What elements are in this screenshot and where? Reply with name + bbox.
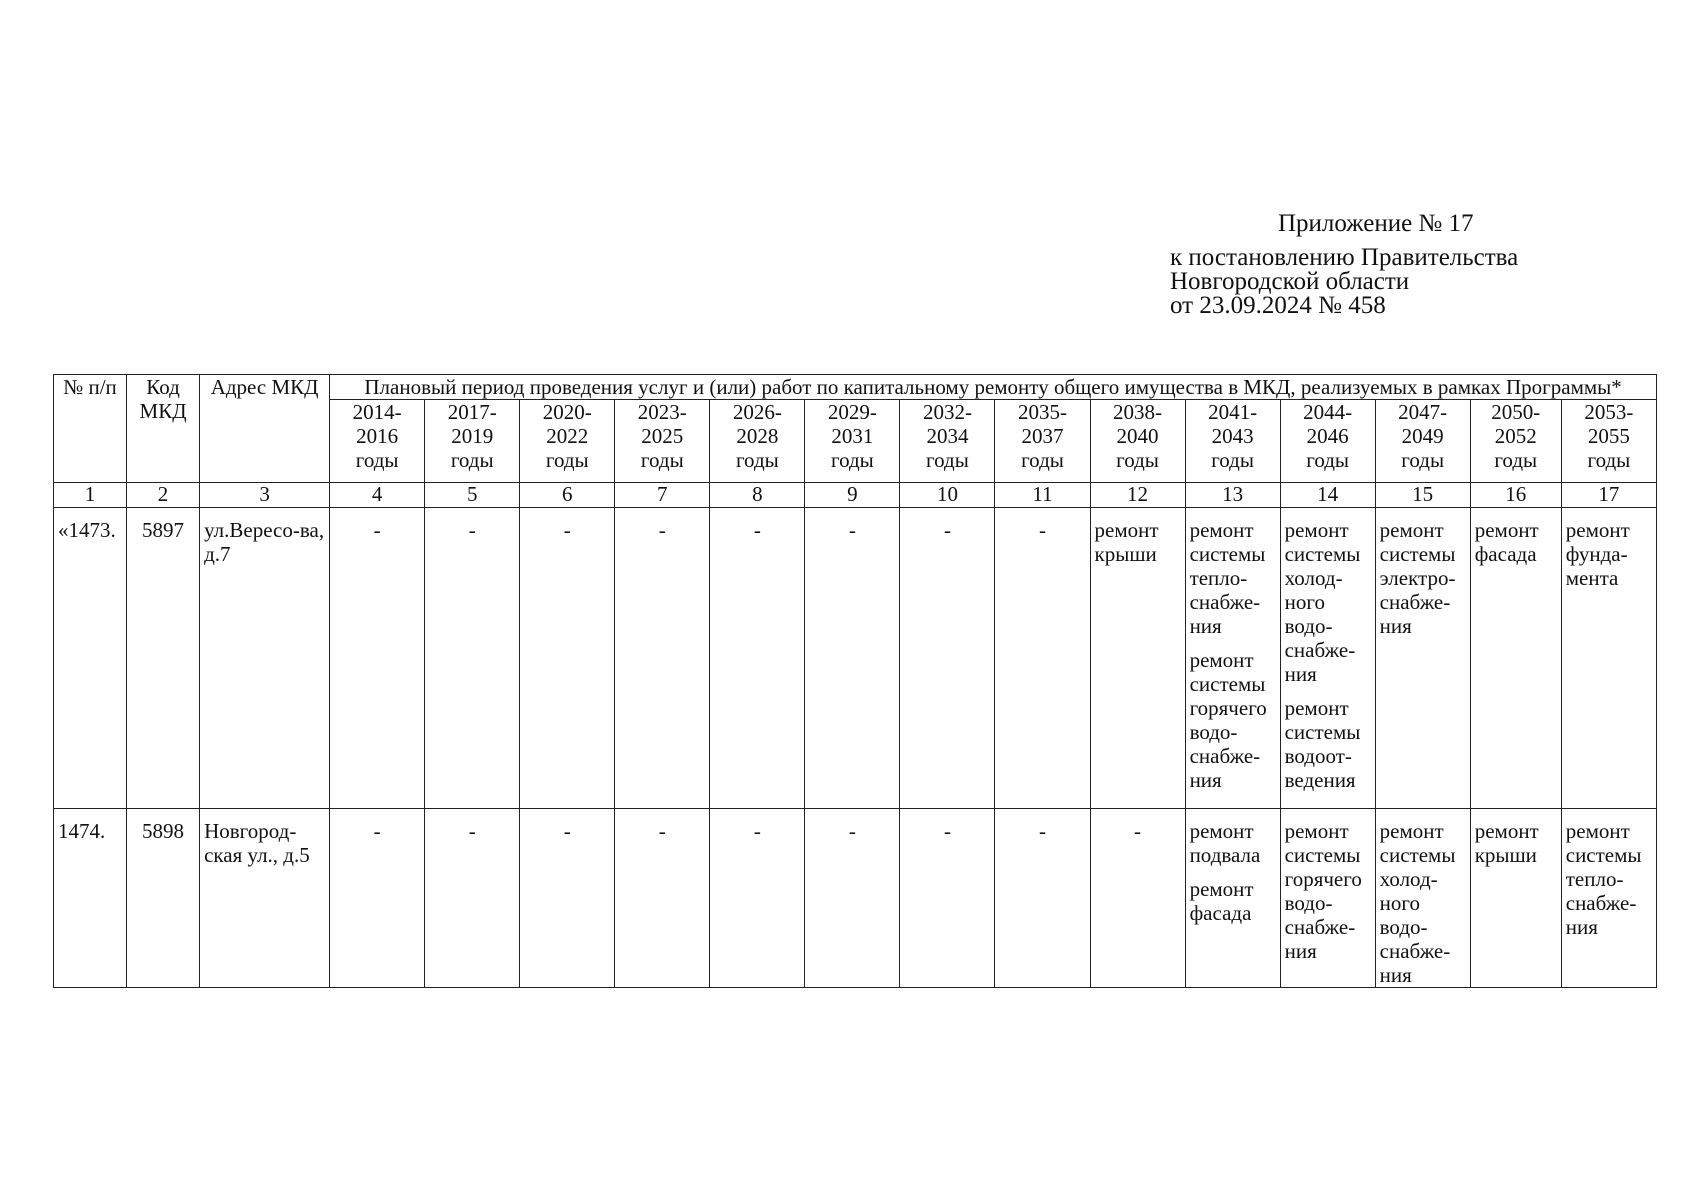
header-row-top <box>54 375 1657 400</box>
work-item: ремонт системы тепло-снабже-ния <box>1565 819 1642 939</box>
col-header-address: Адрес МКД <box>200 375 330 483</box>
period-works-cell <box>1280 508 1375 809</box>
period-unit: годы <box>926 448 969 472</box>
table-row <box>54 809 1657 988</box>
period-works-cell <box>1090 508 1185 809</box>
period-header <box>1375 400 1470 483</box>
column-number: 2 <box>127 483 200 508</box>
period-years: 2029-2031 <box>827 400 877 448</box>
work-item: ремонт системы холод-ного водо-снабже-ния <box>1284 518 1361 686</box>
no-work-dash: - <box>658 819 666 843</box>
period-works-cell <box>520 508 615 809</box>
column-number: 6 <box>520 483 615 508</box>
period-works-cell <box>615 508 710 809</box>
period-works-cell <box>330 508 425 809</box>
building-address: ул.Вересо-ва, д.7 <box>200 508 330 809</box>
period-years: 2017-2019 <box>447 400 497 448</box>
period-unit: годы <box>1306 448 1350 472</box>
column-number: 10 <box>900 483 995 508</box>
work-item: ремонт фасада <box>1474 518 1539 566</box>
period-works-cell <box>1375 809 1470 988</box>
period-header <box>330 400 425 483</box>
period-unit: годы <box>355 448 399 472</box>
period-header <box>425 400 520 483</box>
period-unit: годы <box>450 448 494 472</box>
no-work-dash: - <box>468 819 476 843</box>
building-address: Новгород-ская ул., д.5 <box>200 809 330 988</box>
no-work-dash: - <box>1038 819 1046 843</box>
period-works-cell <box>995 508 1090 809</box>
period-unit: годы <box>831 448 874 472</box>
work-item: ремонт фасада <box>1189 877 1254 925</box>
work-item: ремонт системы холод-ного водо-снабже-ния <box>1379 819 1456 987</box>
period-unit: годы <box>545 448 589 472</box>
period-unit: годы <box>1211 448 1254 472</box>
header-line-region: Новгородской области <box>1170 268 1410 295</box>
column-number-row <box>54 483 1657 508</box>
period-unit: годы <box>1494 448 1538 472</box>
no-work-dash: - <box>563 518 571 542</box>
period-header <box>1561 400 1656 483</box>
no-work-dash: - <box>1134 819 1142 843</box>
header-line-resolution: к постановлению Правительства <box>1170 244 1519 271</box>
row-number: 1474. <box>54 809 127 988</box>
period-years: 2035-2037 <box>1017 400 1067 448</box>
no-work-dash: - <box>943 518 951 542</box>
work-item: ремонт системы тепло-снабже-ния <box>1189 518 1266 638</box>
period-years: 2044-2046 <box>1303 400 1353 448</box>
period-header <box>1280 400 1375 483</box>
work-item: ремонт системы горячего водо-снабже-ния <box>1284 819 1362 963</box>
period-works-cell <box>1375 508 1470 809</box>
work-item: ремонт крыши <box>1474 819 1539 867</box>
col-header-code: Код МКД <box>127 375 200 483</box>
column-number: 5 <box>425 483 520 508</box>
period-works-cell <box>425 809 520 988</box>
document-header <box>1170 211 1518 318</box>
period-years: 2032-2034 <box>922 400 972 448</box>
no-work-dash: - <box>848 518 856 542</box>
period-works-cell <box>1280 809 1375 988</box>
no-work-dash: - <box>943 819 951 843</box>
period-unit: годы <box>1116 448 1159 472</box>
work-item: ремонт системы водоот-ведения <box>1284 696 1361 792</box>
period-works-cell <box>995 809 1090 988</box>
no-work-dash: - <box>373 819 381 843</box>
no-work-dash: - <box>563 819 571 843</box>
period-works-cell <box>710 508 805 809</box>
period-works-cell <box>1561 809 1656 988</box>
col-header-number: № п/п <box>54 375 127 483</box>
period-years: 2041-2043 <box>1208 400 1258 448</box>
appendix-title: Приложение № 17 <box>1278 210 1474 237</box>
work-item: ремонт системы горячего водо-снабже-ния <box>1189 648 1267 792</box>
period-works-cell <box>425 508 520 809</box>
period-works-cell <box>900 508 995 809</box>
period-header <box>615 400 710 483</box>
period-unit: годы <box>735 448 779 472</box>
capital-repair-table <box>53 374 1657 988</box>
period-works-cell <box>615 809 710 988</box>
column-number: 8 <box>710 483 805 508</box>
period-header <box>900 400 995 483</box>
period-years: 2050-2052 <box>1491 400 1541 448</box>
row-number: «1473. <box>54 508 127 809</box>
period-works-cell <box>330 809 425 988</box>
period-works-cell <box>1561 508 1656 809</box>
no-work-dash: - <box>753 819 761 843</box>
column-number: 16 <box>1470 483 1561 508</box>
column-number: 3 <box>200 483 330 508</box>
period-header <box>995 400 1090 483</box>
period-header <box>1470 400 1561 483</box>
period-years: 2047-2049 <box>1398 400 1448 448</box>
period-works-cell <box>805 508 900 809</box>
period-header <box>1185 400 1280 483</box>
no-work-dash: - <box>753 518 761 542</box>
no-work-dash: - <box>373 518 381 542</box>
period-works-cell <box>805 809 900 988</box>
no-work-dash: - <box>658 518 666 542</box>
period-years: 2053-2055 <box>1584 400 1634 448</box>
column-number: 12 <box>1090 483 1185 508</box>
work-item: ремонт подвала <box>1189 819 1261 867</box>
period-works-cell <box>520 809 615 988</box>
table-row <box>54 508 1657 809</box>
no-work-dash: - <box>468 518 476 542</box>
work-item: ремонт фунда-мента <box>1565 518 1630 590</box>
column-number: 1 <box>54 483 127 508</box>
work-item: ремонт системы электро-снабже-ния <box>1379 518 1456 638</box>
period-works-cell <box>1090 809 1185 988</box>
header-line-date: от 23.09.2024 № 458 <box>1170 292 1386 319</box>
period-unit: годы <box>1021 448 1064 472</box>
no-work-dash: - <box>848 819 856 843</box>
period-unit: годы <box>640 448 684 472</box>
period-works-cell <box>900 809 995 988</box>
period-works-cell <box>710 809 805 988</box>
period-works-cell <box>1185 809 1280 988</box>
work-item: ремонт крыши <box>1094 518 1159 566</box>
period-years: 2026-2028 <box>732 400 782 448</box>
column-number: 4 <box>330 483 425 508</box>
column-number: 9 <box>805 483 900 508</box>
period-works-cell <box>1470 809 1561 988</box>
period-header <box>805 400 900 483</box>
column-number: 11 <box>995 483 1090 508</box>
period-title: Плановый период проведения услуг и (или) работ по капитальному ремонту общего имущества в МКД, реализуемых в рамках Программы* <box>330 375 1657 400</box>
period-years: 2038-2040 <box>1113 400 1163 448</box>
column-number: 17 <box>1561 483 1656 508</box>
period-works-cell <box>1185 508 1280 809</box>
column-number: 13 <box>1185 483 1280 508</box>
period-header <box>520 400 615 483</box>
column-number: 14 <box>1280 483 1375 508</box>
period-years: 2014-2016 <box>352 400 402 448</box>
building-code: 5897 <box>127 508 200 809</box>
column-number: 7 <box>615 483 710 508</box>
period-header <box>710 400 805 483</box>
no-work-dash: - <box>1038 518 1046 542</box>
period-unit: годы <box>1587 448 1631 472</box>
building-code: 5898 <box>127 809 200 988</box>
column-number: 15 <box>1375 483 1470 508</box>
period-years: 2020-2022 <box>542 400 592 448</box>
period-unit: годы <box>1401 448 1445 472</box>
period-header <box>1090 400 1185 483</box>
table-body <box>54 508 1657 988</box>
period-years: 2023-2025 <box>637 400 687 448</box>
period-works-cell <box>1470 508 1561 809</box>
